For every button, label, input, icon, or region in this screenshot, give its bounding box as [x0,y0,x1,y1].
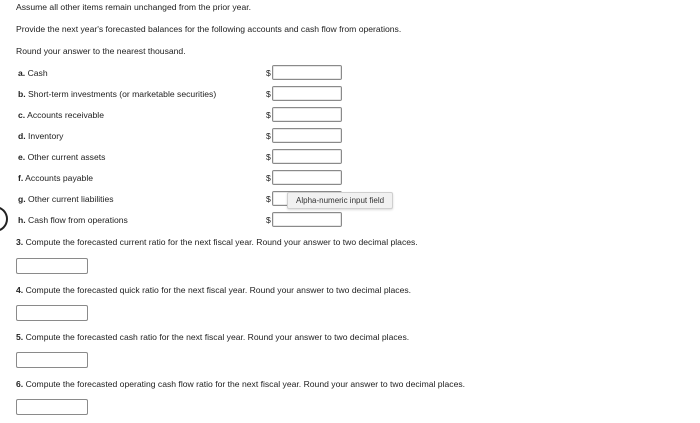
question-current-ratio [16,237,418,247]
cash-ratio-input[interactable] [16,352,88,368]
intro-provide: Provide the next year's forecasted balances for the following accounts and cash flow from operations. [16,24,402,34]
accounts-payable-input[interactable] [272,170,342,185]
current-ratio-input[interactable] [16,258,88,274]
question-number: 4. [16,285,24,295]
question-text: Compute the forecasted cash ratio for the next fiscal year. Round your answer to two decimal places. [25,332,410,342]
dollar-sign: $ [266,173,271,183]
inventory-input[interactable] [272,128,342,143]
dollar-sign: $ [266,68,271,78]
question-number: 5. [16,332,24,342]
question-quick-ratio [16,285,411,295]
item-accounts-receivable-label [18,110,104,120]
question-number: 6. [16,379,24,389]
dollar-sign: $ [266,152,271,162]
input-tooltip: Alpha-numeric input field [287,192,393,209]
other-current-assets-input[interactable] [272,149,342,164]
item-accounts-payable-label [18,173,93,183]
item-short-term-investments-label [18,89,216,99]
item-cash-flow-operations-label [18,215,128,225]
intro-assume: Assume all other items remain unchanged from the prior year. [16,2,252,12]
dollar-sign: $ [266,194,271,204]
cash-flow-operations-input[interactable] [272,212,342,227]
accounts-receivable-input[interactable] [272,107,342,122]
item-letter: e. [18,152,26,162]
item-text: Accounts receivable [27,110,105,120]
question-operating-cash-flow-ratio [16,379,465,389]
operating-cash-flow-ratio-input[interactable] [16,399,88,415]
item-letter: d. [18,131,26,141]
item-inventory-label [18,131,63,141]
item-text: Other current assets [27,152,106,162]
item-letter: g. [18,194,26,204]
item-letter: b. [18,89,26,99]
item-letter: a. [18,68,26,78]
item-text: Accounts payable [25,173,94,183]
dollar-sign: $ [266,89,271,99]
item-text: Cash flow from operations [28,215,128,225]
cash-input[interactable] [272,65,342,80]
intro-round: Round your answer to the nearest thousand. [16,46,186,56]
item-cash-label [18,68,48,78]
item-text: Inventory [28,131,64,141]
item-letter: c. [18,110,26,120]
item-letter: f. [18,173,24,183]
dollar-sign: $ [266,110,271,120]
item-text: Short-term investments (or marketable securities) [28,89,217,99]
question-text: Compute the forecasted current ratio for the next fiscal year. Round your answer to two decimal places. [25,237,418,247]
quick-ratio-input[interactable] [16,305,88,321]
dollar-sign: $ [266,215,271,225]
question-text: Compute the forecasted quick ratio for the next fiscal year. Round your answer to two decimal places. [25,285,412,295]
dollar-sign: $ [266,131,271,141]
current-item-indicator [0,206,8,232]
short-term-investments-input[interactable] [272,86,342,101]
item-text: Cash [27,68,48,78]
item-other-current-liabilities-label [18,194,114,204]
question-number: 3. [16,237,24,247]
item-other-current-assets-label [18,152,105,162]
item-text: Other current liabilities [28,194,114,204]
item-letter: h. [18,215,26,225]
question-cash-ratio [16,332,409,342]
question-text: Compute the forecasted operating cash flow ratio for the next fiscal year. Round your answer to two decimal places. [25,379,466,389]
